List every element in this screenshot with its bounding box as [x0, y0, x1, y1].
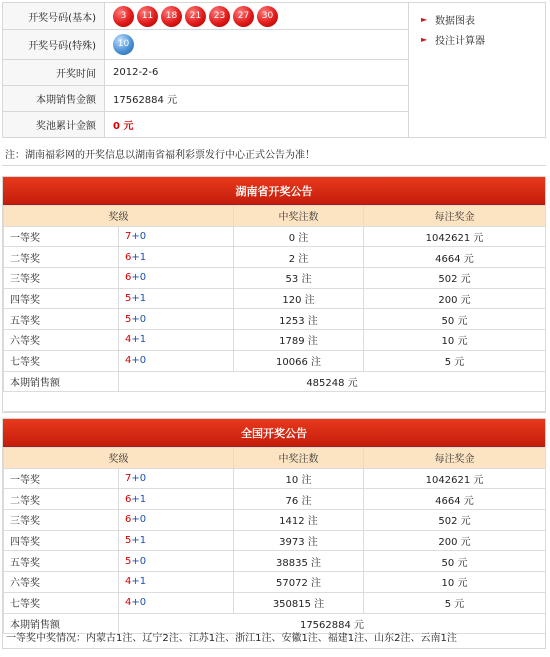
header-level: 奖级	[4, 206, 234, 227]
table-row	[4, 330, 546, 351]
red-count: 5	[125, 293, 132, 305]
hunan-results-table	[2, 176, 546, 413]
jackpot-row	[3, 112, 409, 137]
prize-amount: 502 元	[364, 510, 546, 531]
header-prize: 每注奖金	[364, 448, 546, 469]
blue-count: +1	[131, 493, 147, 505]
red-count: 4	[125, 355, 132, 367]
prize-amount: 10 元	[364, 572, 546, 593]
winner-count: 120 注	[234, 288, 364, 309]
table-header-row	[4, 448, 546, 469]
special-number-balls	[113, 30, 137, 59]
jackpot-value: 0 元	[113, 121, 134, 132]
spacer-cell	[4, 392, 546, 412]
hunan-table-title: 湖南省开奖公告	[3, 177, 545, 205]
winner-count: 0 注	[234, 226, 364, 247]
blue-count: +0	[131, 272, 147, 284]
match-combo	[119, 226, 234, 247]
special-number-label: 开奖号码(特殊)	[3, 30, 105, 59]
blue-count: +0	[131, 473, 147, 485]
table-row	[4, 468, 546, 489]
prize-level: 二等奖	[4, 489, 119, 510]
basic-numbers-row	[3, 3, 409, 30]
draw-info-panel	[2, 2, 546, 138]
match-combo	[119, 330, 234, 351]
prize-level: 三等奖	[4, 268, 119, 289]
blue-count: +1	[131, 334, 147, 346]
winner-count: 1789 注	[234, 330, 364, 351]
sales-row	[3, 86, 409, 112]
winner-count: 1412 注	[234, 510, 364, 531]
table-row	[4, 510, 546, 531]
red-count: 6	[125, 272, 132, 284]
red-count: 6	[125, 514, 132, 526]
prize-level: 一等奖	[4, 468, 119, 489]
sales-total-label: 本期销售额	[4, 613, 119, 634]
winner-count: 3973 注	[234, 530, 364, 551]
table-row	[4, 350, 546, 371]
sales-total-row	[4, 371, 546, 392]
header-prize: 每注奖金	[364, 206, 546, 227]
table-row	[4, 530, 546, 551]
table-row	[4, 551, 546, 572]
red-count: 6	[125, 251, 132, 263]
red-count: 4	[125, 576, 132, 588]
prize-amount: 10 元	[364, 330, 546, 351]
table-row	[4, 247, 546, 268]
winner-count: 1253 注	[234, 309, 364, 330]
match-combo	[119, 489, 234, 510]
red-count: 6	[125, 493, 132, 505]
prize-level: 一等奖	[4, 226, 119, 247]
match-combo	[119, 350, 234, 371]
table-row	[4, 489, 546, 510]
red-ball: 27	[233, 6, 254, 27]
match-combo	[119, 592, 234, 613]
basic-numbers-balls	[113, 3, 281, 29]
red-ball: 21	[185, 6, 206, 27]
prize-amount: 1042621 元	[364, 468, 546, 489]
blue-count: +1	[131, 576, 147, 588]
prize-amount: 5 元	[364, 592, 546, 613]
sales-label: 本期销售金额	[3, 86, 105, 111]
blue-count: +1	[131, 293, 147, 305]
red-count: 7	[125, 473, 132, 485]
prize-amount: 4664 元	[364, 489, 546, 510]
prize-level: 七等奖	[4, 350, 119, 371]
winner-count: 10066 注	[234, 350, 364, 371]
blue-count: +0	[131, 313, 147, 325]
blue-count: +1	[131, 535, 147, 547]
prize-amount: 200 元	[364, 288, 546, 309]
national-prize-table	[3, 447, 546, 634]
match-combo	[119, 572, 234, 593]
table-row	[4, 268, 546, 289]
bet-calculator-link-label: 投注计算器	[435, 35, 485, 47]
prize-amount: 502 元	[364, 268, 546, 289]
header-count: 中奖注数	[234, 206, 364, 227]
disclaimer-note: 注：湖南福彩网的开奖信息以湖南省福利彩票发行中心正式公告为准！	[2, 142, 546, 166]
national-results-table	[2, 418, 546, 634]
prize-amount: 5 元	[364, 350, 546, 371]
header-count: 中奖注数	[234, 448, 364, 469]
draw-date-value: 2012-2-6	[113, 67, 159, 78]
prize-level: 五等奖	[4, 309, 119, 330]
basic-numbers-label: 开奖号码(基本)	[3, 3, 105, 29]
prize-amount: 1042621 元	[364, 226, 546, 247]
prize-amount: 200 元	[364, 530, 546, 551]
spacer-row	[4, 392, 546, 412]
national-table-title: 全国开奖公告	[3, 419, 545, 447]
winner-count: 2 注	[234, 247, 364, 268]
red-count: 4	[125, 334, 132, 346]
match-combo	[119, 510, 234, 531]
match-combo	[119, 247, 234, 268]
prize-level: 五等奖	[4, 551, 119, 572]
prize-level: 二等奖	[4, 247, 119, 268]
match-combo	[119, 468, 234, 489]
red-count: 7	[125, 231, 132, 243]
prize-amount: 4664 元	[364, 247, 546, 268]
prize-level: 六等奖	[4, 572, 119, 593]
red-count: 5	[125, 555, 132, 567]
table-row	[4, 226, 546, 247]
triangle-right-icon: ►	[421, 34, 428, 44]
data-chart-link-label: 数据图表	[435, 15, 475, 27]
table-row	[4, 572, 546, 593]
data-chart-link[interactable]	[421, 9, 545, 29]
red-count: 5	[125, 535, 132, 547]
prize-level: 六等奖	[4, 330, 119, 351]
prize-amount: 50 元	[364, 551, 546, 572]
draw-info-table	[3, 3, 409, 137]
prize-level: 四等奖	[4, 288, 119, 309]
table-row	[4, 309, 546, 330]
red-count: 4	[125, 597, 132, 609]
red-ball: 11	[137, 6, 158, 27]
hunan-prize-table	[3, 205, 546, 412]
jackpot-label: 奖池累计金额	[3, 112, 105, 137]
blue-ball: 10	[113, 34, 134, 55]
winner-count: 57072 注	[234, 572, 364, 593]
table-row	[4, 288, 546, 309]
match-combo	[119, 288, 234, 309]
red-ball: 23	[209, 6, 230, 27]
blue-count: +0	[131, 355, 147, 367]
prize-level: 七等奖	[4, 592, 119, 613]
blue-count: +0	[131, 555, 147, 567]
table-header-row	[4, 206, 546, 227]
winner-count: 350815 注	[234, 592, 364, 613]
prize-level: 三等奖	[4, 510, 119, 531]
blue-count: +0	[131, 597, 147, 609]
draw-date-row	[3, 60, 409, 86]
match-combo	[119, 551, 234, 572]
sales-value: 17562884 元	[113, 95, 178, 106]
winner-count: 38835 注	[234, 551, 364, 572]
winner-count: 53 注	[234, 268, 364, 289]
winner-count: 76 注	[234, 489, 364, 510]
bet-calculator-link[interactable]	[421, 29, 545, 49]
red-ball: 30	[257, 6, 278, 27]
triangle-right-icon: ►	[421, 14, 428, 24]
sales-total-label: 本期销售额	[4, 371, 119, 392]
red-count: 5	[125, 313, 132, 325]
red-ball: 3	[113, 6, 134, 27]
sales-total-value: 17562884 元	[119, 613, 546, 634]
winner-count: 10 注	[234, 468, 364, 489]
match-combo	[119, 268, 234, 289]
prize-level: 四等奖	[4, 530, 119, 551]
prize-amount: 50 元	[364, 309, 546, 330]
special-number-row	[3, 30, 409, 60]
header-level: 奖级	[4, 448, 234, 469]
blue-count: +0	[131, 514, 147, 526]
red-ball: 18	[161, 6, 182, 27]
match-combo	[119, 309, 234, 330]
sales-total-value: 485248 元	[119, 371, 546, 392]
table-row	[4, 592, 546, 613]
first-prize-distribution: 一等奖中奖情况：内蒙古1注、辽宁2注、江苏1注、浙江1注、安徽1注、福建1注、山东2注、云南1注	[2, 625, 546, 649]
draw-date-label: 开奖时间	[3, 60, 105, 85]
match-combo	[119, 530, 234, 551]
blue-count: +1	[131, 251, 147, 263]
side-links	[421, 9, 545, 49]
blue-count: +0	[131, 231, 147, 243]
